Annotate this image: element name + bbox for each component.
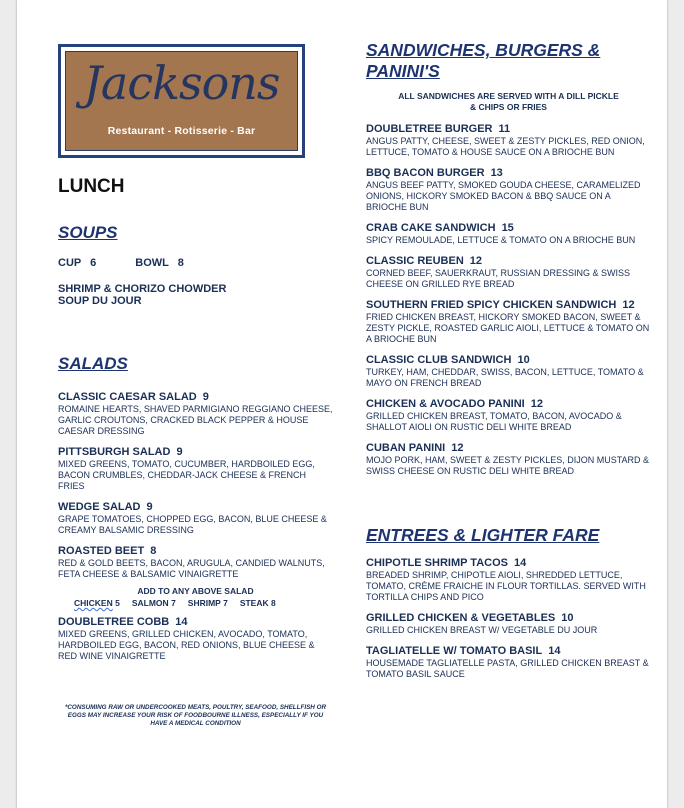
menu-item	[366, 398, 651, 433]
sandwiches-heading: SANDWICHES, BURGERS & PANINI'S	[366, 40, 601, 81]
item-price: 8	[150, 545, 157, 557]
soup-line: SOUP DU JOUR	[58, 295, 142, 307]
menu-item	[366, 557, 651, 603]
item-name: CHICKEN & AVOCADO PANINI	[366, 398, 525, 410]
right-column	[366, 40, 651, 689]
item-description: GRAPE TOMATOES, CHOPPED EGG, BACON, BLUE CHEESE & CREAMY BALSAMIC DRESSING	[58, 514, 327, 535]
menu-item	[58, 616, 333, 662]
addon-steak: STEAK 8	[239, 598, 276, 608]
salad-list	[58, 391, 333, 580]
addon-shrimp: SHRIMP 7	[187, 598, 228, 608]
item-description: RED & GOLD BEETS, BACON, ARUGULA, CANDIED WALNUTS, FETA CHEESE & BALSAMIC VINAIGRETTE	[58, 558, 325, 579]
salads-heading: SALADS	[58, 354, 128, 373]
item-name: GRILLED CHICKEN & VEGETABLES	[366, 612, 556, 624]
item-name: DOUBLETREE BURGER	[366, 123, 493, 135]
item-price: 9	[176, 446, 183, 458]
cup-label: CUP	[58, 257, 82, 269]
item-description: GRILLED CHICKEN BREAST W/ VEGETABLE DU JOUR	[366, 625, 598, 635]
item-name: CLASSIC REUBEN	[366, 255, 464, 267]
logo-name: Jacksons	[83, 56, 280, 110]
item-name: TAGLIATELLE W/ TOMATO BASIL	[366, 645, 543, 657]
menu-item	[366, 354, 651, 389]
soups-heading: SOUPS	[58, 223, 118, 242]
item-price: 12	[469, 255, 483, 267]
addon-heading: ADD TO ANY ABOVE SALAD	[137, 586, 254, 596]
item-price: 14	[514, 557, 527, 569]
left-column	[58, 44, 333, 728]
item-price: 14	[548, 645, 561, 657]
item-name: CLASSIC CLUB SANDWICH	[366, 354, 512, 366]
item-description: SPICY REMOULADE, LETTUCE & TOMATO ON A BRIOCHE BUN	[366, 235, 636, 245]
item-description: BREADED SHRIMP, CHIPOTLE AIOLI, SHREDDED LETTUCE, TOMATO, CRÈME FRAICHE IN FLOUR TORTILLAS. SERVED WITH TORTILLA CHIPS AND PICO	[366, 570, 646, 602]
item-name: BBQ BACON BURGER	[366, 167, 485, 179]
item-description: MOJO PORK, HAM, SWEET & ZESTY PICKLES, DIJON MUSTARD & SWISS CHEESE ON RUSTIC DELI WHITE BREAD	[366, 455, 650, 476]
item-price: 10	[517, 354, 530, 366]
menu-item	[366, 123, 651, 158]
bowl-price: 8	[177, 257, 184, 269]
item-description: GRILLED CHICKEN BREAST, TOMATO, BACON, AVOCADO & SHALLOT AIOLI ON RUSTIC DELI WHITE BREAD	[366, 411, 622, 432]
item-name: CRAB CAKE SANDWICH	[366, 222, 496, 234]
menu-item	[58, 446, 333, 492]
cup-price: 6	[90, 257, 97, 269]
addon-salmon: SALMON 7	[131, 598, 176, 608]
item-price: 9	[202, 391, 209, 403]
addon-list	[74, 598, 333, 608]
menu-item	[58, 501, 333, 536]
item-description: CORNED BEEF, SAUERKRAUT, RUSSIAN DRESSING & SWISS CHEESE ON GRILLED RYE BREAD	[366, 268, 631, 289]
item-price: 11	[498, 123, 511, 135]
item-description: FRIED CHICKEN BREAST, HICKORY SMOKED BACON, SWEET & ZESTY PICKLE, ROASTED GARLIC AIOLI, LETTUCE & TOMATO ON A BRIOCHE BUN	[366, 312, 650, 344]
item-price: 12	[530, 398, 543, 410]
item-name: DOUBLETREE COBB	[58, 616, 170, 628]
menu-item	[58, 391, 333, 437]
item-description: ANGUS PATTY, CHEESE, SWEET & ZESTY PICKLES, RED ONION, LETTUCE, TOMATO & HOUSE SAUCE ON A BRIOCHE BUN	[366, 136, 645, 157]
item-price: 15	[501, 222, 514, 234]
sandwich-note: ALL SANDWICHES ARE SERVED WITH A DILL PICKLE & CHIPS OR FRIES	[398, 91, 619, 112]
item-description: TURKEY, HAM, CHEDDAR, SWISS, BACON, LETTUCE, TOMATO & MAYO ON FRENCH BREAD	[366, 367, 644, 388]
menu-item	[366, 255, 651, 290]
entree-list	[366, 557, 651, 680]
menu-item	[366, 645, 651, 680]
item-price: 10	[561, 612, 574, 624]
item-name: SOUTHERN FRIED SPICY CHICKEN SANDWICH	[366, 299, 617, 311]
item-price: 9	[146, 501, 153, 513]
item-description: MIXED GREENS, TOMATO, CUCUMBER, HARDBOILED EGG, BACON CRUMBLES, CHEDDAR-JACK CHEESE & FRENCH FRIES	[58, 459, 315, 491]
soup-line: SHRIMP & CHORIZO CHOWDER	[58, 283, 227, 295]
item-description: MIXED GREENS, GRILLED CHICKEN, AVOCADO, TOMATO, HARDBOILED EGG, BACON, RED ONIONS, BLUE CHEESE & RED WINE VINAIGRETTE	[58, 629, 315, 661]
soup-prices	[58, 257, 333, 269]
item-name: CUBAN PANINI	[366, 442, 446, 454]
menu-item	[366, 299, 651, 345]
menu-item	[366, 442, 651, 477]
item-name: CHIPOTLE SHRIMP TACOS	[366, 557, 508, 569]
document-page	[17, 0, 667, 808]
bowl-label: BOWL	[135, 257, 169, 269]
page-title: LUNCH	[58, 176, 125, 197]
item-description: ANGUS BEEF PATTY, SMOKED GOUDA CHEESE, CARAMELIZED ONIONS, HICKORY SMOKED BACON & BBQ SAUCE ON A BRIOCHE BUN	[366, 180, 641, 212]
item-name: PITTSBURGH SALAD	[58, 446, 171, 458]
soup-list	[58, 283, 333, 307]
item-name: CLASSIC CAESAR SALAD	[58, 391, 197, 403]
item-description: ROMAINE HEARTS, SHAVED PARMIGIANO REGGIANO CHEESE, GARLIC CROUTONS, CRACKED BLACK PEPPER & HOUSE CAESAR DRESSING	[58, 404, 333, 436]
item-name: ROASTED BEET	[58, 545, 145, 557]
item-price: 14	[175, 616, 188, 628]
entrees-heading: ENTREES & LIGHTER FARE	[366, 525, 600, 545]
item-price: 12	[451, 442, 464, 454]
restaurant-logo	[58, 44, 305, 158]
addon-chicken: CHICKEN 5	[74, 598, 120, 608]
item-price: 12	[622, 299, 635, 311]
menu-item	[366, 612, 651, 636]
item-description: HOUSEMADE TAGLIATELLE PASTA, GRILLED CHICKEN BREAST & TOMATO BASIL SAUCE	[366, 658, 649, 679]
item-name: WEDGE SALAD	[58, 501, 141, 513]
sandwich-list	[366, 123, 651, 477]
menu-item	[366, 167, 651, 213]
logo-tagline: Restaurant - Rotisserie - Bar	[107, 125, 256, 137]
disclaimer: *CONSUMING RAW OR UNDERCOOKED MEATS, POULTRY, SEAFOOD, SHELLFISH OR EGGS MAY INCREASE YOUR RISK OF FOODBOURNE ILLNESS, ESPECIALLY IF YOU HAVE A MEDICAL CONDITION	[64, 704, 327, 727]
menu-item	[366, 222, 651, 246]
item-price: 13	[490, 167, 503, 179]
menu-item	[58, 545, 333, 580]
